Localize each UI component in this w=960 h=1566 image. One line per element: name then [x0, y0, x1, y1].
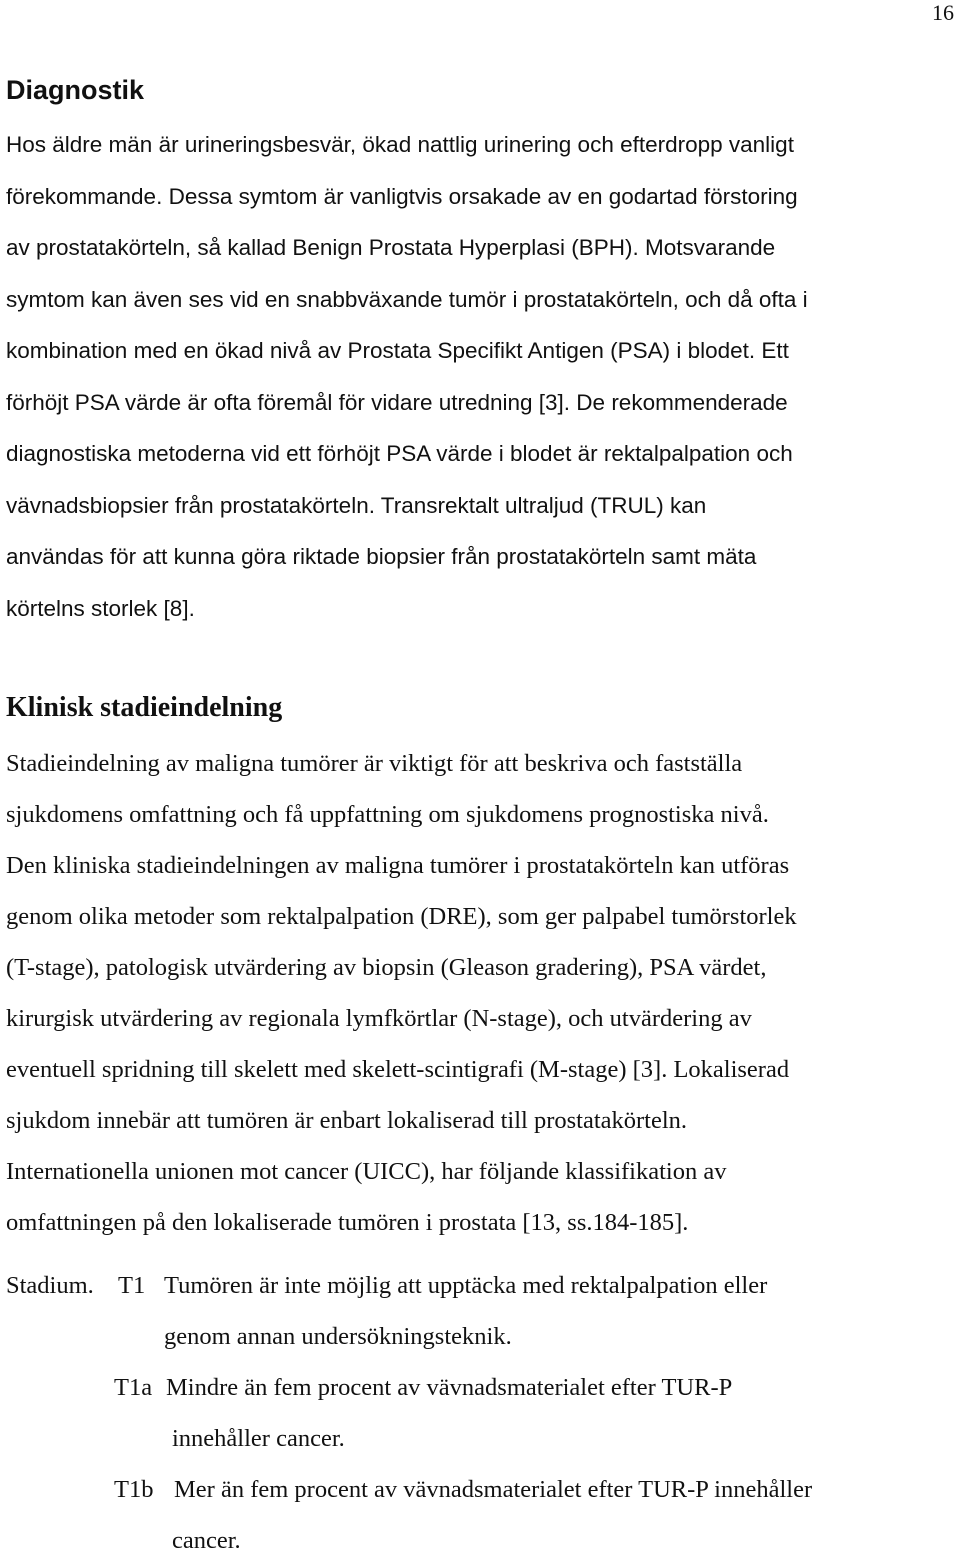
stadium-label: Stadium.: [6, 1272, 94, 1299]
text-line: användas för att kunna göra riktade biopsier från prostatakörteln samt mäta: [6, 544, 757, 569]
text-line: sjukdom innebär att tumören är enbart lokaliserad till prostatakörteln.: [6, 1107, 688, 1134]
text-line: Internationella unionen mot cancer (UICC), har följande klassifikation av: [6, 1158, 727, 1185]
text-line: eventuell spridning till skelett med skelett-scintigrafi (M-stage) [3]. Lokaliserad: [6, 1056, 790, 1083]
stage-code-t1a: T1a: [114, 1374, 153, 1401]
text-line: sjukdomens omfattning och få uppfattning om sjukdomens prognostiska nivå.: [6, 801, 769, 828]
text-line: genom olika metoder som rektalpalpation (DRE), som ger palpabel tumörstorlek: [6, 903, 797, 930]
section-heading-diagnostik: Diagnostik: [6, 75, 145, 105]
stage-description-t1a-line2: innehåller cancer.: [172, 1425, 345, 1452]
text-line: Stadieindelning av maligna tumörer är viktigt för att beskriva och fastställa: [6, 750, 743, 777]
stage-code-t1b: T1b: [114, 1476, 154, 1503]
text-line: av prostatakörteln, så kallad Benign Prostata Hyperplasi (BPH). Motsvarande: [6, 235, 776, 260]
text-line: förhöjt PSA värde är ofta föremål för vidare utredning [3]. De rekommenderade: [6, 389, 788, 415]
text-line: Hos äldre män är urineringsbesvär, ökad nattlig urinering och efterdropp vanligt: [6, 132, 794, 157]
paragraph-diagnostik: [6, 119, 954, 634]
stage-description-t1-line2: genom annan undersökningsteknik.: [164, 1323, 512, 1350]
stage-description-t1-line1: Tumören är inte möjlig att upptäcka med rektalpalpation eller: [164, 1272, 768, 1299]
text-line: Den kliniska stadieindelningen av maligna tumörer i prostatakörteln kan utföras: [6, 852, 790, 879]
page-number: 16: [932, 0, 954, 25]
text-line: (T-stage), patologisk utvärdering av biopsin (Gleason gradering), PSA värdet,: [6, 954, 767, 981]
stage-description-t1a-line1: Mindre än fem procent av vävnadsmaterialet efter TUR-P: [166, 1374, 733, 1401]
section-heading-klinisk-stadieindelning: Klinisk stadieindelning: [6, 692, 283, 723]
stage-description-t1b-line2: cancer.: [172, 1527, 241, 1554]
text-line: körtelns storlek [8].: [6, 595, 195, 621]
text-line: vävnadsbiopsier från prostatakörteln. Transrektalt ultraljud (TRUL) kan: [6, 492, 707, 518]
stage-description-t1b-line1: Mer än fem procent av vävnadsmaterialet efter TUR-P innehåller: [174, 1476, 813, 1503]
text-line: kombination med en ökad nivå av Prostata Specifikt Antigen (PSA) i blodet. Ett: [6, 338, 789, 363]
text-line: kirurgisk utvärdering av regionala lymfkörtlar (N-stage), och utvärdering av: [6, 1005, 752, 1032]
text-line: förekommande. Dessa symtom är vanligtvis orsakade av en godartad förstoring: [6, 183, 798, 209]
paragraph-klinisk-stadieindelning: [6, 738, 954, 1248]
text-line: diagnostiska metoderna vid ett förhöjt PSA värde i blodet är rektalpalpation och: [6, 441, 793, 466]
stage-code-t1: T1: [118, 1272, 146, 1299]
text-line: symtom kan även ses vid en snabbväxande tumör i prostatakörteln, och då ofta i: [6, 286, 808, 312]
text-line: omfattningen på den lokaliserade tumören i prostata [13, ss.184-185].: [6, 1209, 689, 1236]
